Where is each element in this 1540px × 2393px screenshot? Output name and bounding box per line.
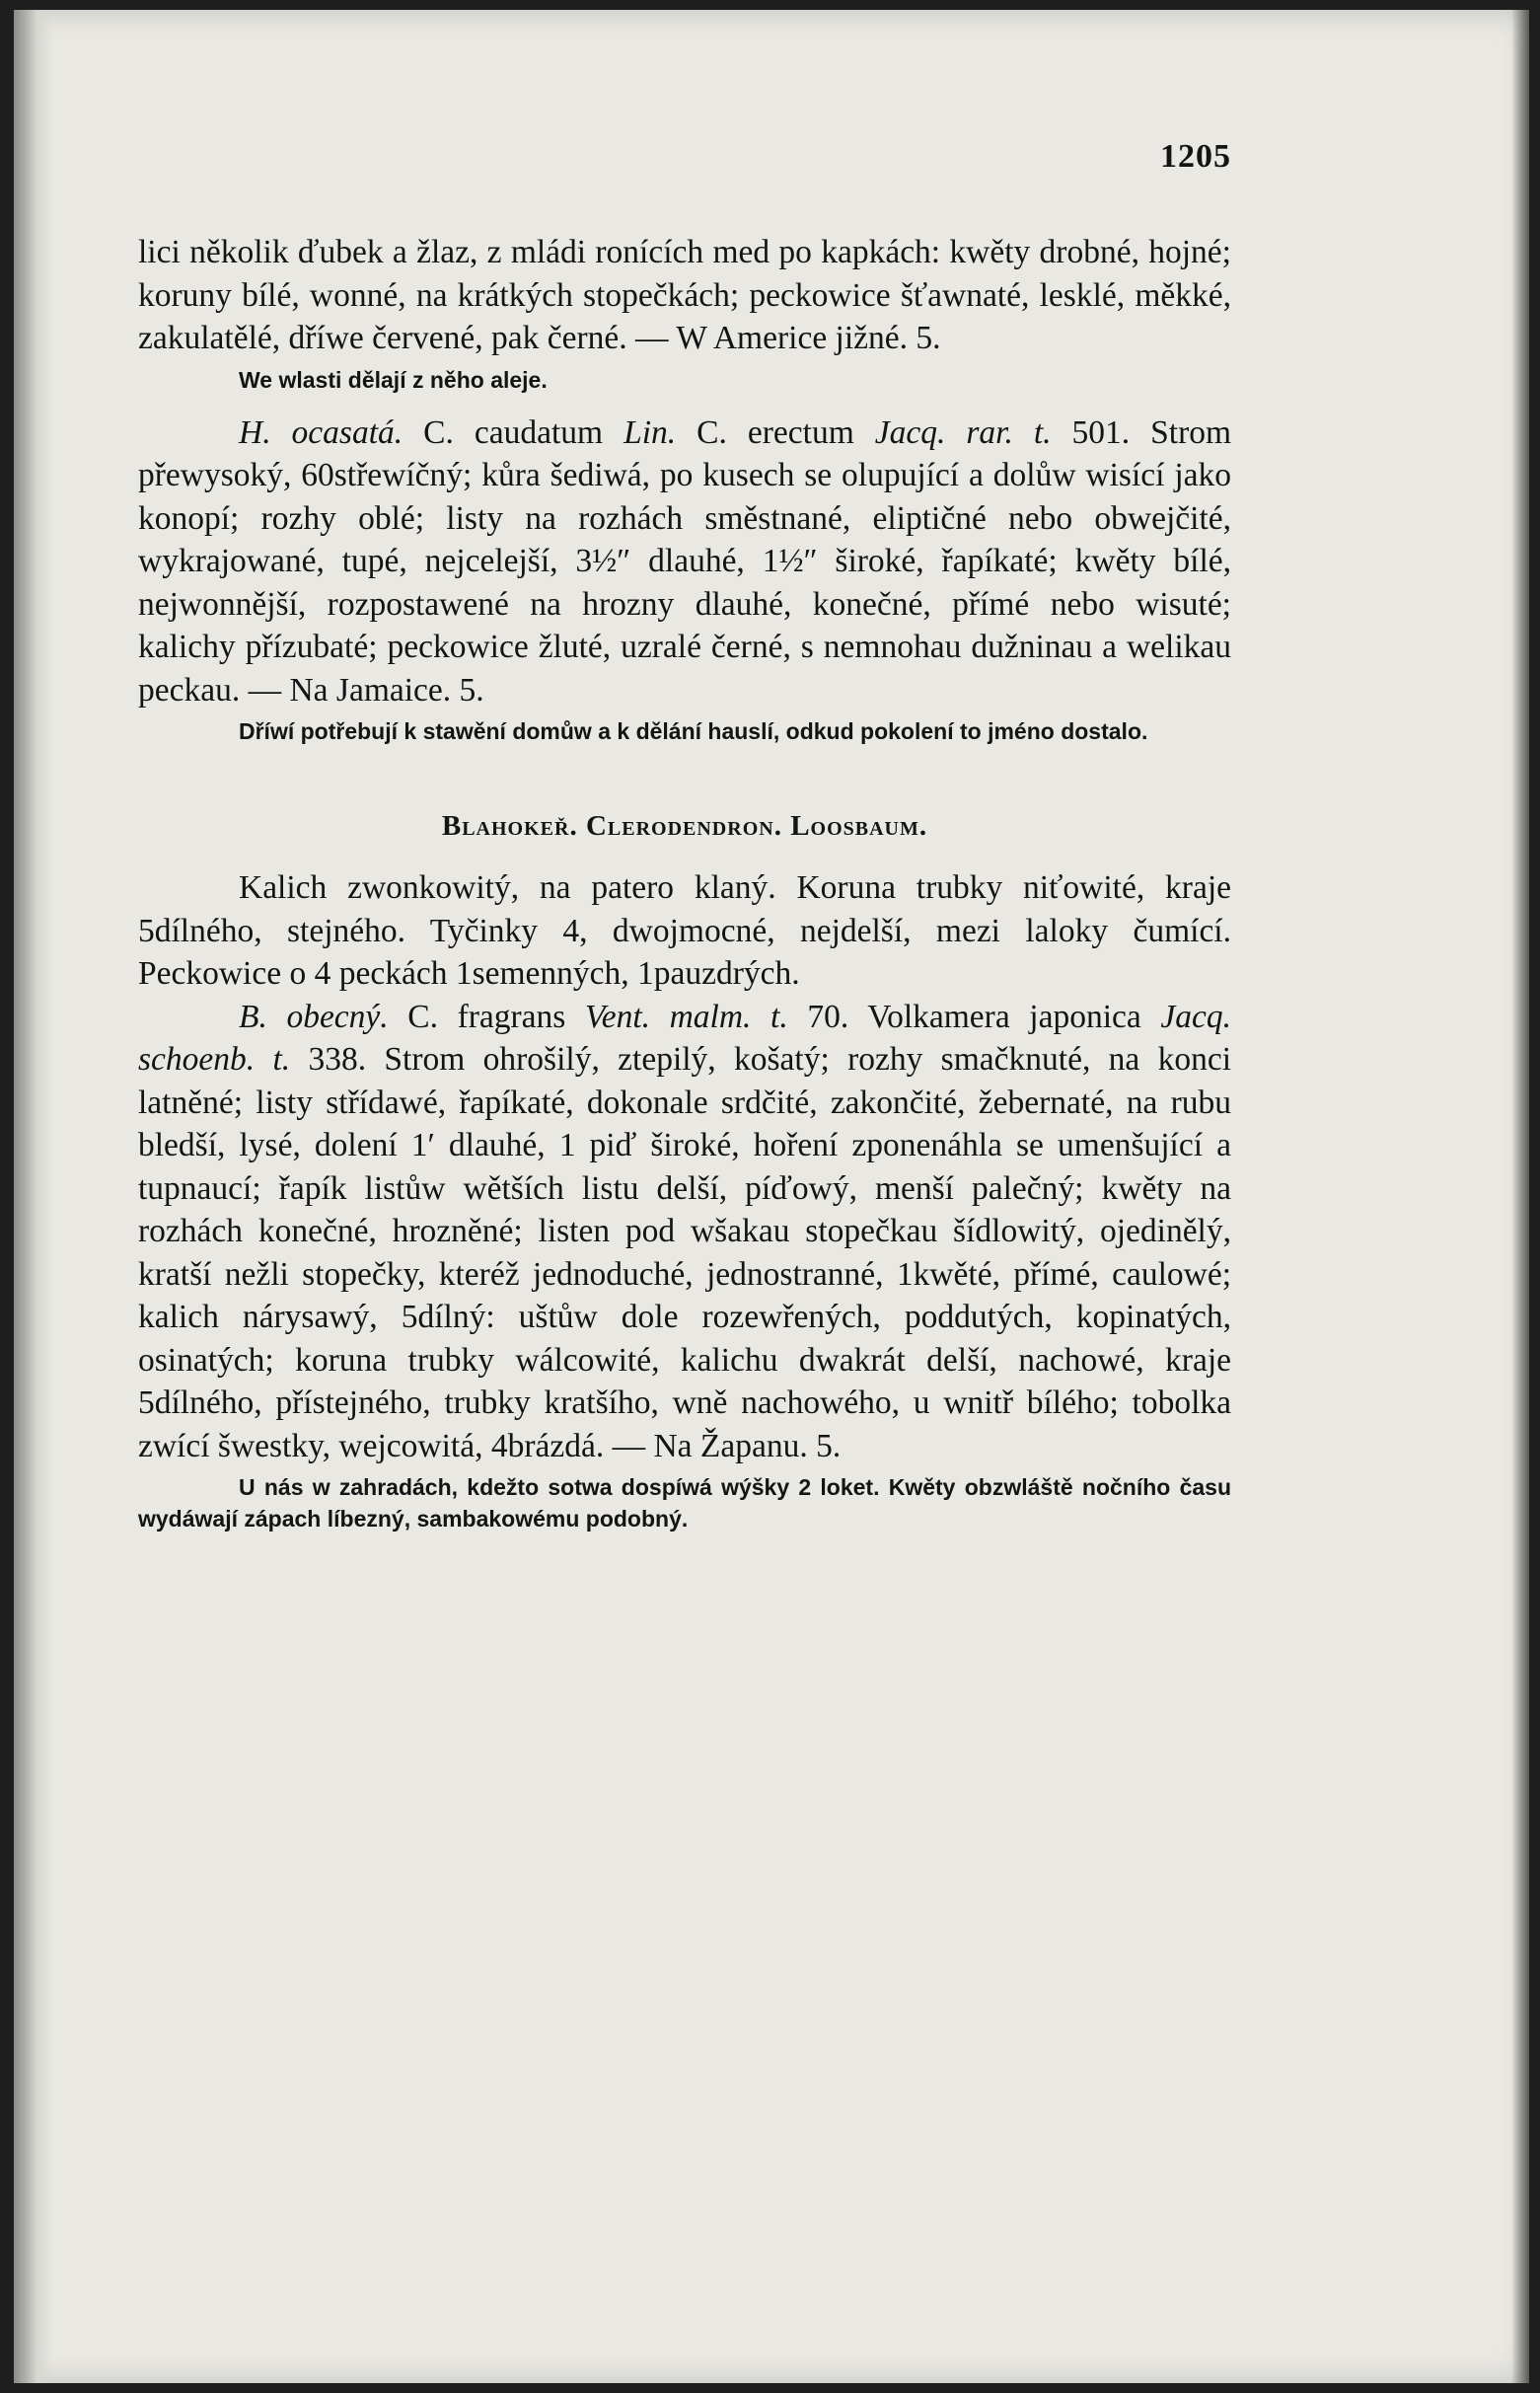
synonym-2: C. erectum: [697, 413, 854, 451]
note-usage-1: We wlasti dělají z něho aleje.: [239, 366, 548, 393]
species-description: 338. Strom ohrošilý, ztepilý, košatý; rozhy smačknuté, na konci latněné; listy střídawé, řapíkaté, dokonale srdčité, zakončité, žebernaté, na rubu bledší, lysé, dolení 1′ dlauhé, 1 piď široké, hoření zponenáhla se umenšující a tupnaucí; řapík listůw wětších listu delší, píďowý, menší palečný; kwěty na rozhách konečné, hrozněné; listen pod wšakau stopečkau šídlowitý, ojedinělý, kratší nežli stopečky, kteréž jednoduché, jednostranné, 1kwěté, přímé, caulowé; kalich nárysawý, 5dílný: uštůw dole rozewřených, poddutých, kopinatých, osinatých; koruna trubky wálcowité, kalichu dwakrát delší, nachowé, kraje 5dílného, přístejného, trubky kratšího, wně nachowého, u wnitř bílého; tobolka zwící šwestky, wejcowitá, 4brázdá. — Na Žapanu. 5.: [138, 1041, 1232, 1464]
genus-heading: Blahokeř. Clerodendron. Loosbaum.: [441, 810, 928, 842]
page-number: 1205: [1160, 138, 1231, 175]
synonym-1: C. caudatum: [423, 413, 604, 451]
paragraph-continuation: lici několik ďubek a žlaz, z mládi ronících med po kapkách: kwěty drobné, hojné; koruny bílé, wonné, na krátkých stopečkách; peckowice šťawnaté, lesklé, měkké, zakulatělé, dříwe červené, pak černé. — W Americe jižné. 5.: [138, 234, 1231, 356]
species-name: B. obecný.: [239, 998, 389, 1035]
synonym-1: C. fragrans: [407, 998, 566, 1035]
synonym-1-author: Lin.: [623, 413, 677, 451]
species-entry-ocasata: [138, 411, 1231, 712]
text-block: [138, 138, 1231, 1534]
page-left-edge-shadow: [14, 10, 53, 2383]
species-name: H. ocasatá.: [239, 413, 403, 451]
note-usage-2: Dříwí potřebují k stawění domůw a k dělání hauslí, odkud pokolení to jméno dostalo.: [239, 718, 1148, 744]
genus-description: Kalich zwonkowitý, na patero klaný. Koruna trubky niťowité, kraje 5dílného, stejného. Tyčinky 4, dwojmocné, nejdelší, mezi laloky čumící. Peckowice o 4 peckách 1semenných, 1pauzdrých.: [138, 869, 1231, 992]
species-entry-obecny: [138, 996, 1231, 1468]
synonym-2-reference: Jacq. schoenb. t.: [138, 998, 1232, 1078]
synonym-2-reference: Jacq. rar. t.: [874, 413, 1052, 451]
synonym-1-reference: Vent. malm. t.: [584, 998, 788, 1035]
synonym-1-number: 70.: [807, 998, 849, 1035]
note-usage-3: U nás w zahradách, kdežto sotwa dospíwá wýšky 2 loket. Kwěty obzwláště nočního času wydáwají zápach líbezný, sambakowému podobný.: [138, 1474, 1231, 1532]
species-description: 501. Strom přewysoký, 60střewíčný; kůra šediwá, po kusech se olupující a dolůw wisící jako konopí; rozhy oblé; listy na rozhách směstnané, eliptičné nebo obwejčité, wykrajowané, tupé, nejcelejší, 3½″ dlauhé, 1½″ široké, řapíkaté; kwěty bílé, nejwonnější, rozpostawené na hrozny dlauhé, konečné, přímé nebo wisuté; kalichy přízubaté; peckowice žluté, uzralé černé, s nemnohau dužninau a welikau peckau. — Na Jamaice. 5.: [138, 413, 1232, 709]
synonym-2: Volkamera japonica: [867, 998, 1141, 1035]
book-page: [14, 10, 1529, 2383]
page-right-edge-shadow: [1511, 10, 1529, 2383]
